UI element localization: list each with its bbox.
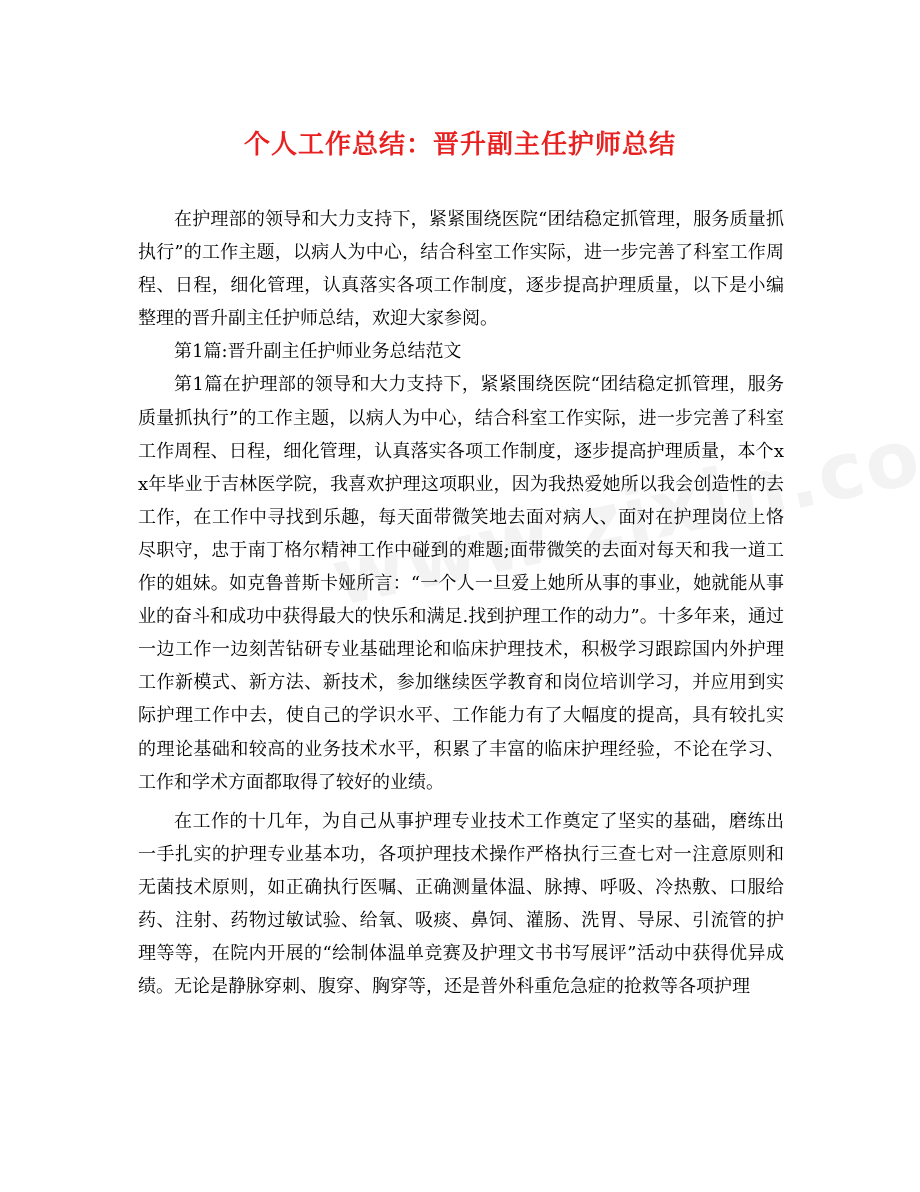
paragraph-intro: 在护理部的领导和大力支持下，紧紧围绕医院“团结稳定抓管理，服务质量抓执行”的工作主题，以病人为中心，结合科室工作实际，进一步完善了科室工作周程、日程，细化管理，认真落实各项工作制度，逐步提高护理质量，以下是小编整理的晋升副主任护师总结，欢迎大家参阅。 [138,209,784,330]
document-title: 个人工作总结：晋升副主任护师总结 [243,130,676,160]
paragraph-section-heading: 第1篇:晋升副主任护师业务总结范文 [174,341,462,363]
document-body [138,203,784,1003]
paragraph-main: 第1篇在护理部的领导和大力支持下，紧紧围绕医院“团结稳定抓管理，服务质量抓执行”的工作主题，以病人为中心，结合科室工作实际，进一步完善了科室工作周程、日程，细化管理，认真落实各项工作制度，逐步提高护理质量，本个xx年毕业于吉林医学院，我喜欢护理这项职业，因为我热爱她所以我会创造性的去工作，在工作中寻找到乐趣，每天面带微笑地去面对病人、面对在护理岗位上恪尽职守，忠于南丁格尔精神工作中碰到的难题;面带微笑的去面对每天和我一道工作的姐妹。如克鲁普斯卡娅所言：“一个人一旦爱上她所从事的事业，她就能从事业的奋斗和成功中获得最大的快乐和满足.找到护理工作的动力”。十多年来，通过一边工作一边刻苦钻研专业基础理论和临床护理技术，积极学习跟踪国内外护理工作新模式、新方法、新技术，参加继续医学教育和岗位培训学习，并应用到实际护理工作中去，使自己的学识水平、工作能力有了大幅度的提高，具有较扎实的理论基础和较高的业务技术水平，积累了丰富的临床护理经验，不论在学习、工作和学术方面都取得了较好的业绩。 [138,374,784,793]
paragraph-continued: 在工作的十几年，为自己从事护理专业技术工作奠定了坚实的基础，磨练出一手扎实的护理专业基本功，各项护理技术操作严格执行三查七对一注意原则和无菌技术原则，如正确执行医嘱、正确测量体温、脉搏、呼吸、冷热敷、口服给药、注射、药物过敏试验、给氧、吸痰、鼻饲、灌肠、洗胃、导尿、引流管的护理等等，在院内开展的“绘制体温单竞赛及护理文书书写展评”活动中获得优异成绩。无论是静脉穿刺、腹穿、胸穿等，还是普外科重危急症的抢救等各项护理 [138,810,784,998]
